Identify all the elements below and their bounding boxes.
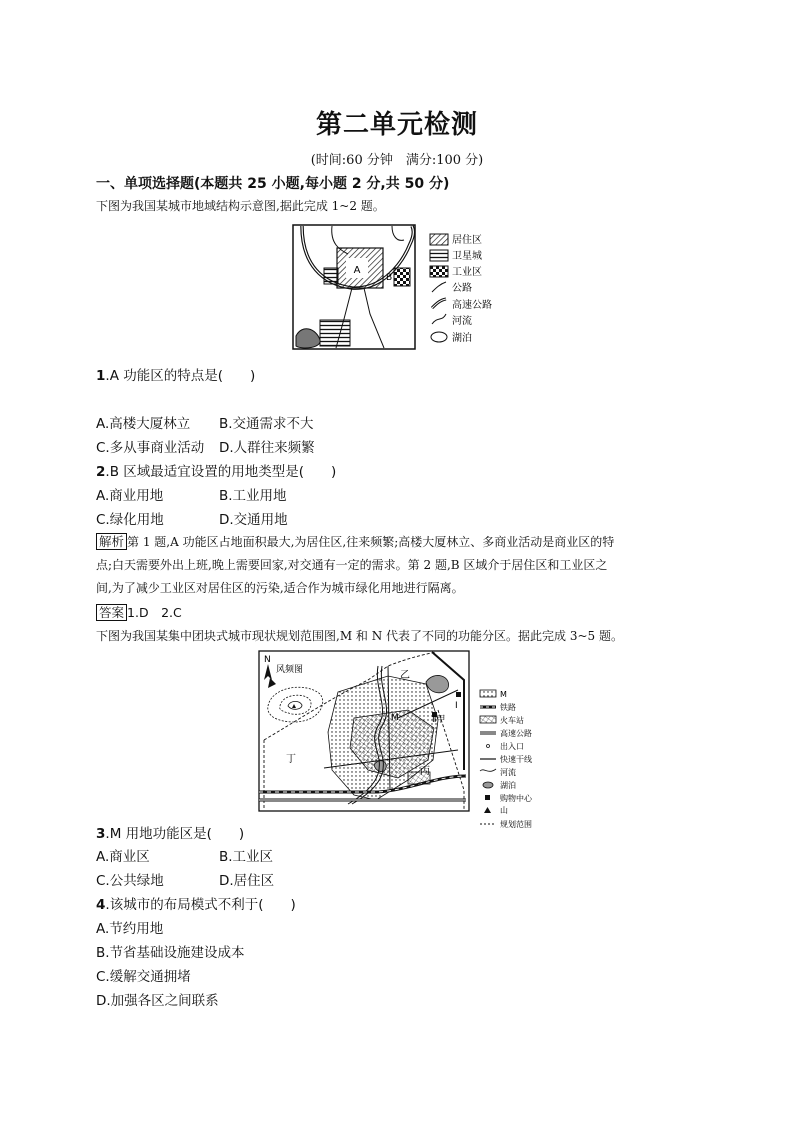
north-label: N [264, 655, 271, 665]
question-number: 1 [96, 368, 106, 384]
legend-label: 规划范围 [500, 820, 532, 829]
option-3a[interactable]: A.商业区 [96, 849, 150, 865]
wind-rose-label: 风频图 [276, 665, 304, 675]
label-ding: 丁 [286, 754, 296, 765]
legend-label: 购物中心 [500, 794, 532, 803]
option-4b[interactable]: B.节省基础设施建设成本 [96, 945, 245, 961]
label-jia: Ⅱ甲 [432, 715, 446, 725]
answer-tag: 答案 [96, 604, 127, 621]
analysis-block [96, 530, 698, 600]
river-icon [432, 314, 446, 324]
option-2b[interactable]: B.工业用地 [219, 488, 287, 504]
legend-label: M [500, 690, 507, 699]
option-3d[interactable]: D.居住区 [219, 873, 275, 889]
question-stem: .B 区域最适宜设置的用地类型是( ) [105, 464, 337, 480]
legend-label: 山 [500, 806, 508, 815]
question-number: 4 [96, 897, 106, 913]
answer-text: 1.D 2.C [127, 605, 182, 620]
option-1c[interactable]: C.多从事商业活动 [96, 440, 205, 456]
option-3b[interactable]: B.工业区 [219, 849, 274, 865]
legend-figure1 [430, 234, 492, 344]
intro-text-1: 下图为我国某城市地域结构示意图,据此完成 1~2 题。 [96, 199, 385, 213]
legend-label: 河流 [452, 316, 472, 327]
analysis-tag: 解析 [96, 533, 127, 550]
exit-dot-icon [487, 745, 490, 748]
label-yi: 乙 [400, 670, 410, 681]
label-b: B [386, 273, 393, 283]
legend-label: 居住区 [452, 235, 482, 246]
legend-label: 铁路 [500, 703, 516, 712]
label-a: A [353, 265, 361, 276]
question-number: 3 [96, 826, 106, 842]
label-bing: 丙 [420, 766, 430, 777]
lake-icon [483, 782, 493, 788]
page-subtitle: (时间:60 分钟 满分:100 分) [310, 153, 484, 168]
legend-label: 出入口 [500, 742, 524, 751]
analysis-line-2: 点;白天需要外出上班,晚上需要回家,对交通有一定的需求。第 2 题,B 区域介于居住区和工业区之 [96, 558, 608, 572]
legend-label: 高速公路 [452, 300, 492, 311]
option-1d[interactable]: D.人群往来频繁 [219, 440, 315, 456]
question-3 [96, 822, 244, 842]
question-2 [96, 460, 336, 480]
label-m: M [391, 713, 399, 723]
legend-label: 湖泊 [500, 781, 516, 790]
dashed-line-icon [480, 818, 560, 830]
option-3c[interactable]: C.公共绿地 [96, 873, 164, 889]
option-2d[interactable]: D.交通用地 [219, 512, 288, 528]
m-zone-icon [480, 690, 496, 697]
question-stem: .A 功能区的特点是( ) [105, 368, 256, 384]
industrial-zone [394, 268, 410, 286]
legend-figure2 [480, 690, 533, 815]
legend-label: 公路 [452, 283, 472, 294]
road-line-icon [432, 282, 446, 292]
page-title: 第二单元检测 [315, 110, 478, 140]
question-stem: .该城市的布局模式不利于( ) [105, 897, 296, 913]
legend-label: 火车站 [500, 716, 524, 725]
section-heading: 一、单项选择题(本题共 25 小题,每小题 2 分,共 50 分) [96, 176, 450, 192]
diagonal-hatch-icon [430, 234, 448, 245]
option-1b[interactable]: B.交通需求不大 [219, 416, 314, 432]
option-2a[interactable]: A.商业用地 [96, 488, 164, 504]
option-4a[interactable]: A.节约用地 [96, 921, 164, 937]
option-4c[interactable]: C.缓解交通拥堵 [96, 969, 191, 985]
square-icon [485, 795, 490, 800]
question-number: 2 [96, 464, 106, 480]
city-planning-figure [258, 650, 548, 815]
intro-text-2: 下图为我国某集中团块式城市现状规划范围图,M 和 N 代表了不同的功能分区。据此完成 3~5 题。 [96, 629, 624, 643]
horizontal-stripes-icon [430, 250, 448, 261]
checker-icon [430, 266, 448, 277]
triangle-icon [484, 807, 491, 813]
answer-block [96, 603, 182, 621]
option-1a[interactable]: A.高楼大厦林立 [96, 416, 191, 432]
river-icon [480, 769, 496, 771]
legend-label: 卫星城 [452, 251, 482, 262]
question-4 [96, 893, 296, 913]
label-i: Ⅰ [455, 701, 458, 711]
city-structure-figure [292, 224, 512, 352]
legend-label: 湖泊 [452, 333, 472, 344]
legend-label: 工业区 [452, 267, 482, 278]
analysis-line-1: 第 1 题,A 功能区占地面积最大,为居住区,往来频繁;高楼大厦林立、多商业活动是商业区的特 [127, 535, 615, 549]
legend-label: 河流 [500, 768, 516, 777]
option-2c[interactable]: C.绿化用地 [96, 512, 164, 528]
legend-label: 高速公路 [500, 729, 532, 738]
station-icon [480, 716, 496, 723]
analysis-line-3: 间,为了减少工业区对居住区的污染,适合作为城市绿化用地进行隔离。 [96, 581, 464, 595]
option-4d[interactable]: D.加强各区之间联系 [96, 993, 219, 1009]
question-stem: .M 用地功能区是( ) [105, 826, 245, 842]
legend-label: 快速干线 [500, 755, 532, 764]
legend-planning-row [480, 815, 560, 827]
question-1 [96, 364, 255, 384]
satellite-small [324, 268, 338, 284]
lake-icon [431, 332, 447, 342]
shopping-center-2 [456, 692, 461, 697]
satellite-town [320, 320, 350, 346]
